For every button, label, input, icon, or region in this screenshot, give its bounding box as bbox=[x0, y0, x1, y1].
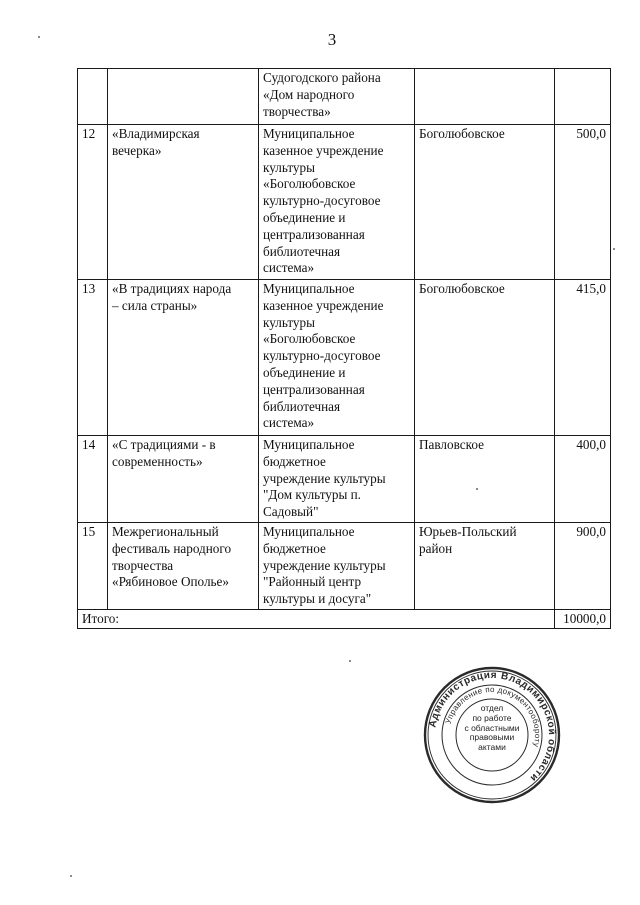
amount: 500,0 bbox=[555, 125, 611, 280]
district: Боголюбовское bbox=[415, 280, 555, 436]
row-number: 13 bbox=[78, 280, 108, 436]
row-number: 14 bbox=[78, 436, 108, 523]
table-row bbox=[78, 523, 611, 610]
table-row bbox=[78, 436, 611, 523]
organization: Муниципальное казенное учреждение культуры «Боголюбовское культурно-досуговое объединение и централизованная библиотечная система» bbox=[259, 280, 415, 436]
district: Юрьев-Польский район bbox=[415, 523, 555, 610]
event-name: «В традициях народа – сила страны» bbox=[108, 280, 259, 436]
event-name: Межрегиональный фестиваль народного творчества «Рябиновое Ополье» bbox=[108, 523, 259, 610]
total-amount: 10000,0 bbox=[555, 610, 611, 629]
total-label: Итого: bbox=[78, 610, 555, 629]
event-name: «Владимирская вечерка» bbox=[108, 125, 259, 280]
page-number: 3 bbox=[327, 30, 337, 49]
amount: 900,0 bbox=[555, 523, 611, 610]
organization: Судогодского района «Дом народного творчества» bbox=[259, 69, 415, 125]
table-row bbox=[78, 280, 611, 436]
stamp-center-text: отдел по работе с областными правовыми актами bbox=[464, 703, 520, 753]
scan-speck bbox=[349, 660, 351, 662]
funding-table bbox=[77, 68, 611, 629]
amount: 400,0 bbox=[555, 436, 611, 523]
district bbox=[415, 69, 555, 125]
event-name bbox=[108, 69, 259, 125]
total-row bbox=[78, 610, 611, 629]
scan-speck bbox=[38, 36, 40, 38]
row-number bbox=[78, 69, 108, 125]
table-row bbox=[78, 69, 611, 125]
table-row bbox=[78, 125, 611, 280]
district: Павловское bbox=[415, 436, 555, 523]
organization: Муниципальное бюджетное учреждение культуры "Дом культуры п. Садовый" bbox=[259, 436, 415, 523]
organization: Муниципальное казенное учреждение культуры «Боголюбовское культурно-досуговое объединение и централизованная библиотечная система» bbox=[259, 125, 415, 280]
stamp-outer-text: Администрация Владимирской области bbox=[427, 669, 558, 784]
scan-speck bbox=[613, 248, 615, 250]
row-number: 15 bbox=[78, 523, 108, 610]
scan-speck bbox=[70, 875, 72, 877]
stamp-inner-text: Управление по документообороту bbox=[443, 684, 543, 749]
organization: Муниципальное бюджетное учреждение культуры "Районный центр культуры и досуга" bbox=[259, 523, 415, 610]
official-stamp bbox=[423, 666, 561, 804]
scan-speck bbox=[476, 488, 478, 490]
row-number: 12 bbox=[78, 125, 108, 280]
district: Боголюбовское bbox=[415, 125, 555, 280]
amount bbox=[555, 69, 611, 125]
event-name: «С традициями - в современность» bbox=[108, 436, 259, 523]
amount: 415,0 bbox=[555, 280, 611, 436]
